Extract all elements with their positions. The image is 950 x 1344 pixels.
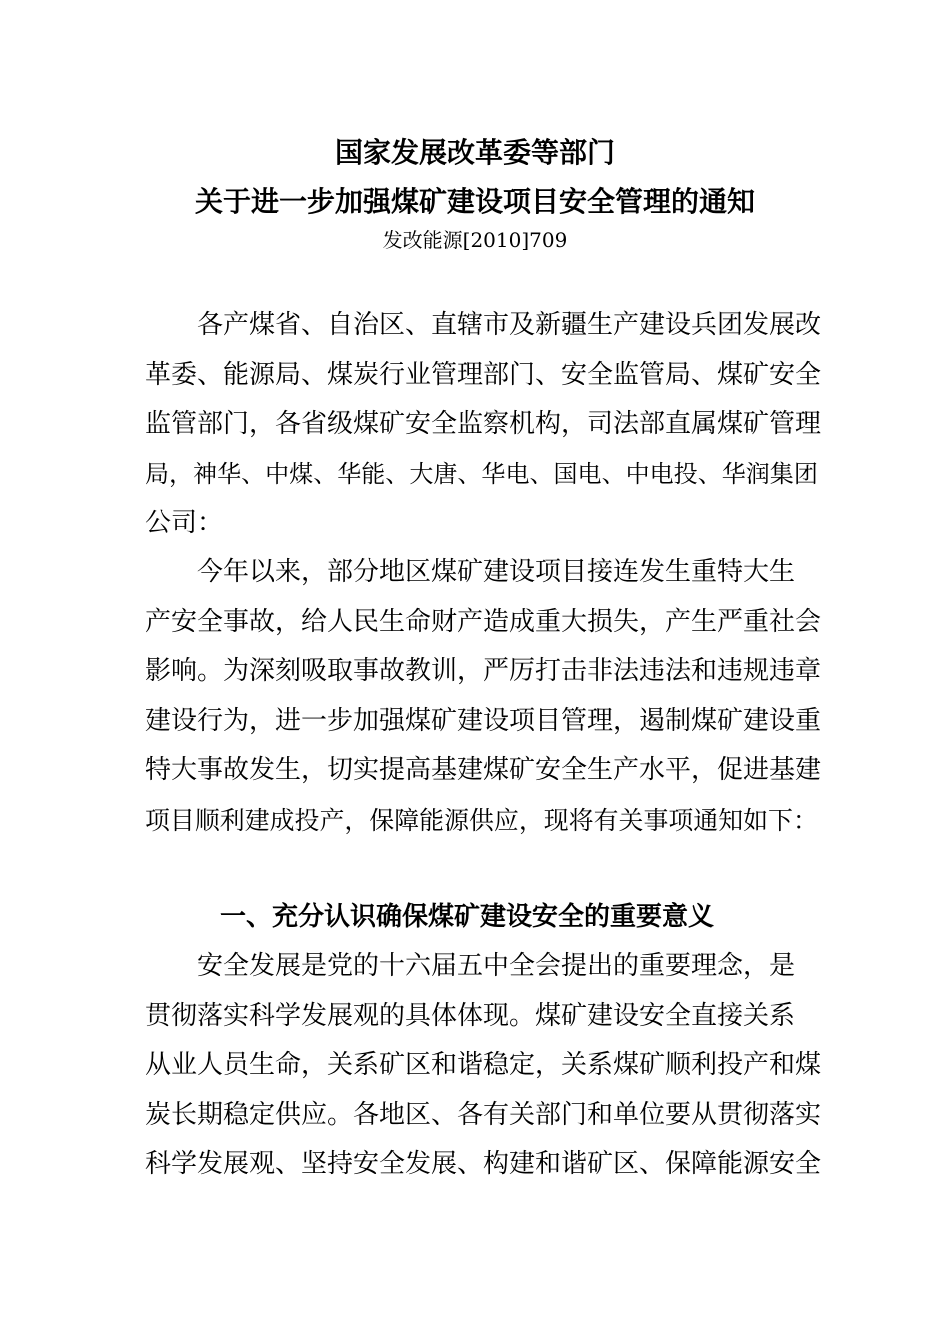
paragraph-line: 各产煤省、自治区、直辖市及新疆生产建设兵团发展改 <box>197 310 822 340</box>
paragraph-line: 革委、能源局、煤炭行业管理部门、安全监管局、煤矿安全 <box>145 359 822 390</box>
paragraph-line: 局，神华、中煤、华能、大唐、华电、国电、中电投、华润集团 <box>145 459 818 488</box>
paragraph-line: 监管部门，各省级煤矿安全监察机构，司法部直属煤矿管理 <box>145 409 822 439</box>
paragraph-line: 项目顺利建成投产，保障能源供应，现将有关事项通知如下： <box>145 805 818 835</box>
paragraph-addressees <box>145 301 825 549</box>
paragraph-intro <box>145 548 825 845</box>
paragraph-line: 特大事故发生，切实提高基建煤矿安全生产水平，促进基建 <box>145 755 822 785</box>
paragraph-line: 贯彻落实科学发展观的具体体现。煤矿建设安全直接关系 <box>145 1000 796 1031</box>
document-title-line-2: 关于进一步加强煤矿建设项目安全管理的通知 <box>194 185 755 218</box>
paragraph-line: 建设行为，进一步加强煤矿建设项目管理，遏制煤矿建设重 <box>145 705 822 736</box>
paragraph-line: 从业人员生命，关系矿区和谐稳定，关系煤矿顺利投产和煤 <box>145 1050 822 1080</box>
document-number: 发改能源[2010]709 <box>382 228 568 252</box>
document-title-line-1: 国家发展改革委等部门 <box>334 136 615 169</box>
paragraph-line: 影响。为深刻吸取事故教训，严厉打击非法违法和违规违章 <box>145 656 822 686</box>
paragraph-line: 今年以来，部分地区煤矿建设项目接连发生重特大生 <box>197 557 796 587</box>
paragraph-line: 产安全事故，给人民生命财产造成重大损失，产生严重社会 <box>145 606 822 637</box>
paragraph-line: 安全发展是党的十六届五中全会提出的重要理念，是 <box>197 951 796 981</box>
paragraph-line: 公司： <box>145 508 224 538</box>
paragraph-line: 科学发展观、坚持安全发展、构建和谐矿区、保障能源安全 <box>145 1149 822 1179</box>
section-heading-1: 一、充分认识确保煤矿建设安全的重要意义 <box>220 902 715 932</box>
paragraph-section-1 <box>145 942 825 1190</box>
paragraph-line: 炭长期稳定供应。各地区、各有关部门和单位要从贯彻落实 <box>145 1099 822 1130</box>
